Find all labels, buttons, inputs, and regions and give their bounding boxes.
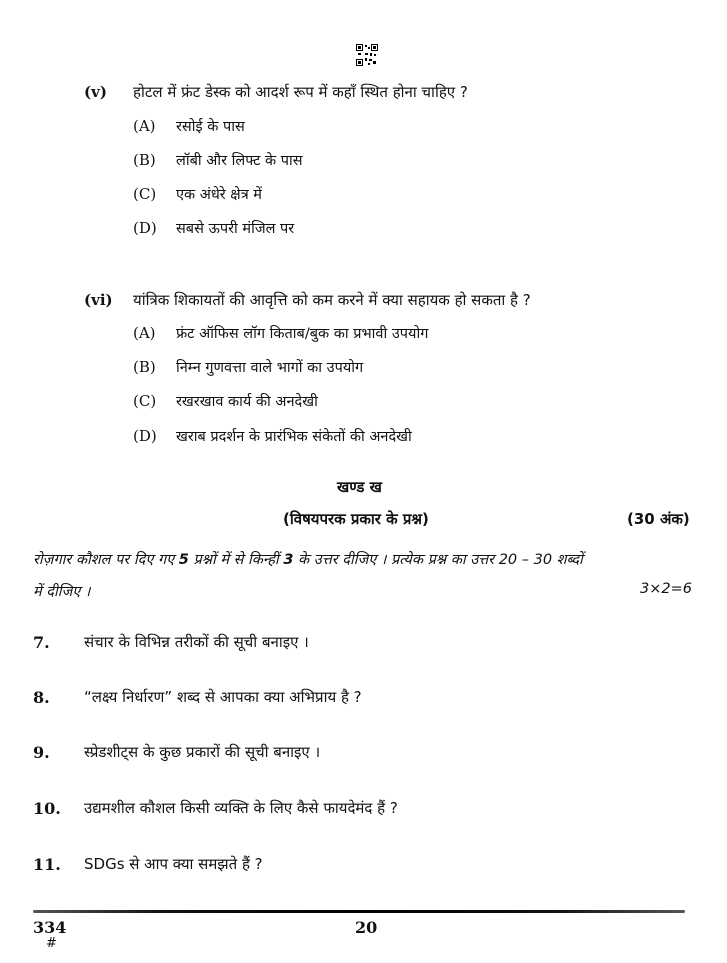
- question-text: होटल में फ्रंट डेस्क को आदर्श रूप में कहाँ स्थित होना चाहिए ?: [133, 83, 468, 101]
- option-label: (A): [133, 117, 156, 135]
- hash-mark: #: [46, 936, 57, 951]
- instruction-line-2: में दीजिए ।: [33, 584, 91, 600]
- option-text: एक अंधेरे क्षेत्र में: [176, 187, 262, 203]
- option-text: लॉबी और लिफ्ट के पास: [176, 153, 303, 169]
- qr-code-icon: [356, 44, 378, 66]
- option-label: (C): [133, 392, 157, 410]
- question-text: “लक्ष्य निर्धारण” शब्द से आपका क्या अभिप्राय है ?: [84, 688, 362, 706]
- option-label: (D): [133, 219, 157, 237]
- section-subtitle: (विषयपरक प्रकार के प्रश्न): [283, 510, 429, 528]
- question-number: 11.: [33, 855, 61, 874]
- option-text: निम्न गुणवत्ता वाले भागों का उपयोग: [176, 360, 364, 376]
- question-text: यांत्रिक शिकायतों की आवृत्ति को कम करने में क्या सहायक हो सकता है ?: [133, 291, 531, 309]
- section-marks: (30 अंक): [627, 510, 690, 528]
- question-number: 10.: [33, 799, 61, 818]
- question-number: 9.: [33, 743, 50, 762]
- question-text: SDGs से आप क्या समझते हैं ?: [84, 855, 263, 873]
- paper-code: 334: [33, 918, 67, 937]
- instruction-part: के उत्तर दीजिए । प्रत्येक प्रश्न का उत्तर 20 – 30 शब्दों: [293, 552, 583, 568]
- marks-calculation: 3×2=6: [640, 581, 692, 597]
- instruction-part: रोज़गार कौशल पर दिए गए: [33, 552, 179, 568]
- question-number: 7.: [33, 633, 50, 652]
- section-title: खण्ड ख: [337, 478, 382, 496]
- question-text: संचार के विभिन्न तरीकों की सूची बनाइए ।: [84, 633, 309, 651]
- option-label: (C): [133, 185, 157, 203]
- instruction-count: 3: [283, 552, 294, 568]
- instruction-part: प्रश्नों में से किन्हीं: [188, 552, 284, 568]
- question-number: (vi): [84, 291, 113, 309]
- instruction-count: 5: [178, 552, 189, 568]
- question-text: उद्यमशील कौशल किसी व्यक्ति के लिए कैसे फायदेमंद हैं ?: [84, 799, 398, 817]
- option-text: खराब प्रदर्शन के प्रारंभिक संकेतों की अनदेखी: [176, 429, 412, 445]
- option-text: रसोई के पास: [176, 119, 245, 135]
- option-text: फ्रंट ऑफिस लॉग किताब/बुक का प्रभावी उपयोग: [176, 326, 429, 342]
- option-label: (B): [133, 358, 156, 376]
- footer-rule: [33, 910, 685, 913]
- question-text: स्प्रेडशीट्स के कुछ प्रकारों की सूची बनाइए ।: [84, 743, 321, 761]
- option-label: (A): [133, 324, 156, 342]
- option-label: (D): [133, 427, 157, 445]
- question-number: 8.: [33, 688, 50, 707]
- instruction-line-1: [33, 549, 583, 569]
- option-text: सबसे ऊपरी मंजिल पर: [176, 221, 295, 237]
- option-label: (B): [133, 151, 156, 169]
- question-number: (v): [84, 83, 107, 101]
- page-number: 20: [355, 918, 378, 937]
- option-text: रखरखाव कार्य की अनदेखी: [176, 394, 318, 410]
